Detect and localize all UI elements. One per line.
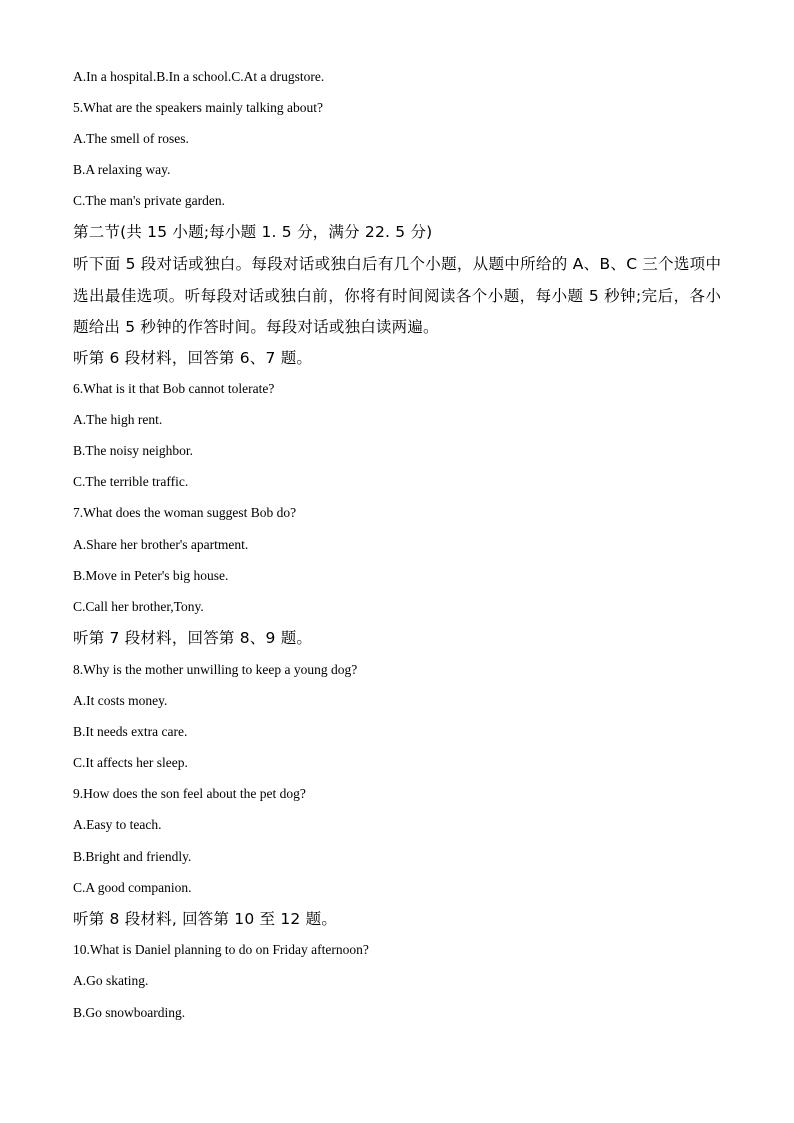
q9-option-b: B.Bright and friendly. xyxy=(73,849,192,864)
section2-instruction-line1: 听下面 5 段对话或独白。每段对话或独白后有几个小题，从题中所给的 A、B、C 三个选项中 xyxy=(73,255,721,273)
q8-option-a: A.It costs money. xyxy=(73,693,168,708)
q7-option-a: A.Share her brother's apartment. xyxy=(73,537,249,552)
section2-instruction-line2: 选出最佳选项。听每段对话或独白前，你将有时间阅读各个小题，每小题 5 秒钟;完后，各小 xyxy=(73,287,721,305)
q10-option-a: A.Go skating. xyxy=(73,973,149,988)
section2-instruction-line3: 题给出 5 秒钟的作答时间。每段对话或独白读两遍。 xyxy=(73,318,439,336)
q9-option-c: C.A good companion. xyxy=(73,880,192,895)
q6-option-c: C.The terrible traffic. xyxy=(73,474,189,489)
section2-heading: 第二节(共 15 小题;每小题 1. 5 分，满分 22. 5 分) xyxy=(73,223,433,241)
q7-question: 7.What does the woman suggest Bob do? xyxy=(73,505,297,520)
q8-question: 8.Why is the mother unwilling to keep a young dog? xyxy=(73,662,358,677)
q5-question: 5.What are the speakers mainly talking about? xyxy=(73,100,324,115)
material7-heading: 听第 7 段材料，回答第 8、9 题。 xyxy=(73,629,313,647)
material6-heading: 听第 6 段材料，回答第 6、7 题。 xyxy=(73,349,313,367)
q8-option-b: B.It needs extra care. xyxy=(73,724,188,739)
material8-heading: 听第 8 段材料, 回答第 10 至 12 题。 xyxy=(73,910,338,928)
q5-option-a: A.The smell of roses. xyxy=(73,131,189,146)
q7-option-c: C.Call her brother,Tony. xyxy=(73,599,204,614)
q5-option-b: B.A relaxing way. xyxy=(73,162,171,177)
q7-option-b: B.Move in Peter's big house. xyxy=(73,568,229,583)
q8-option-c: C.It affects her sleep. xyxy=(73,755,188,770)
q9-option-a: A.Easy to teach. xyxy=(73,817,162,832)
q10-option-b: B.Go snowboarding. xyxy=(73,1005,186,1020)
q10-question: 10.What is Daniel planning to do on Friday afternoon? xyxy=(73,942,369,957)
q9-question: 9.How does the son feel about the pet dog? xyxy=(73,786,306,801)
q6-option-a: A.The high rent. xyxy=(73,412,163,427)
q6-option-b: B.The noisy neighbor. xyxy=(73,443,193,458)
q6-question: 6.What is it that Bob cannot tolerate? xyxy=(73,381,275,396)
q5-option-c: C.The man's private garden. xyxy=(73,193,226,208)
q4-options: A.In a hospital.B.In a school.C.At a drugstore. xyxy=(73,69,325,84)
